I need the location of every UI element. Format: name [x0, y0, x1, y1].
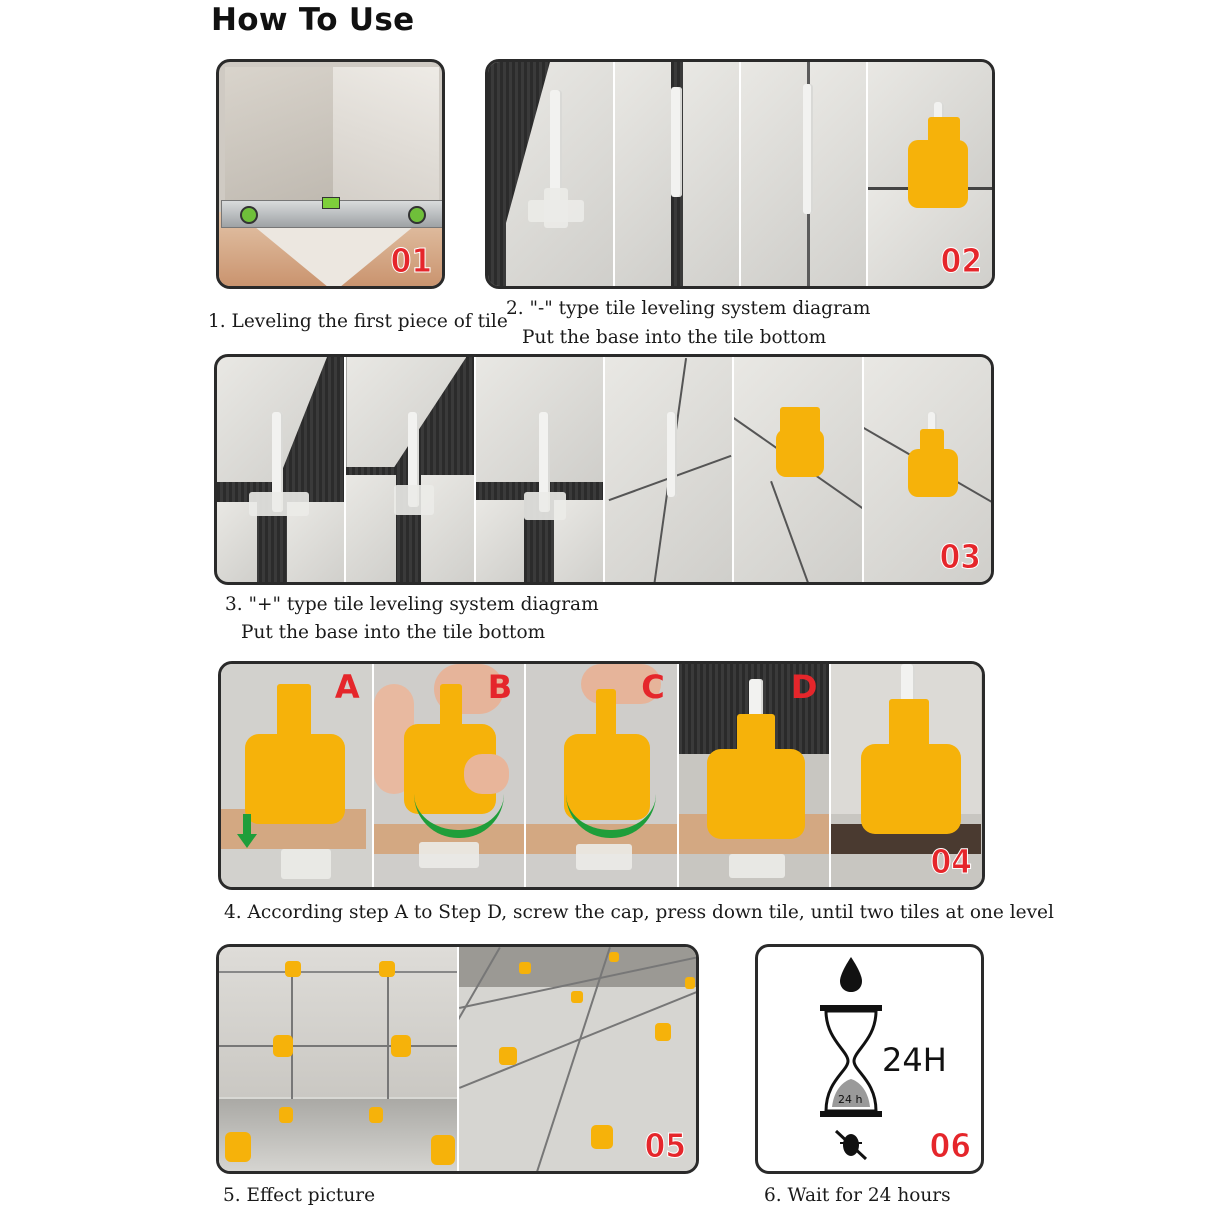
water-drop-icon [840, 957, 862, 992]
step6-caption: 6. Wait for 24 hours [764, 1185, 951, 1206]
level-bubble-icon [240, 206, 258, 224]
step3-caption-line1: 3. "+" type tile leveling system diagram [225, 594, 599, 615]
step-badge: 04 [930, 842, 972, 881]
no-insect-icon [836, 1131, 866, 1159]
step4-panel-result [831, 664, 982, 887]
step2-caption-line2: Put the base into the tile bottom [522, 327, 827, 348]
step-badge: 01 [390, 241, 432, 280]
hours-label: 24H [882, 1041, 947, 1079]
spirit-level [221, 200, 445, 228]
step-letter-a: A [334, 668, 360, 706]
page-title: How To Use [211, 2, 415, 38]
step3-panel [346, 357, 475, 582]
step2-image [485, 59, 995, 289]
step4-image [218, 661, 985, 890]
level-bubble-icon [322, 197, 340, 209]
level-bubble-icon [408, 206, 426, 224]
step3-panel [864, 357, 991, 582]
step5-image [216, 944, 699, 1174]
step4-panel-b [374, 664, 527, 887]
step5-panel-top-view [219, 947, 459, 1171]
step5-panel-angle-view [459, 947, 697, 1171]
step4-panel-c [526, 664, 679, 887]
step2-panel [741, 62, 868, 286]
step-badge: 06 [929, 1126, 971, 1165]
step-badge: 02 [940, 241, 982, 280]
step3-panel [217, 357, 346, 582]
step3-image [214, 354, 994, 585]
step1-caption: 1. Leveling the first piece of tile [208, 311, 508, 332]
step2-caption-line1: 2. "-" type tile leveling system diagram [506, 298, 871, 319]
step3-caption-line2: Put the base into the tile bottom [241, 622, 546, 643]
step-letter-b: B [487, 668, 513, 706]
step4-caption: 4. According step A to Step D, screw the cap, press down tile, until two tiles at one level [224, 902, 1054, 923]
step-letter-d: D [790, 668, 818, 706]
arrow-down-icon [243, 814, 251, 836]
step2-panel [488, 62, 615, 286]
step3-panel [476, 357, 605, 582]
step6-image [755, 944, 984, 1174]
step4-panel-d [679, 664, 832, 887]
step5-caption: 5. Effect picture [223, 1185, 376, 1206]
hourglass-label: 24 h [838, 1093, 863, 1106]
step2-panel [615, 62, 742, 286]
step2-panel [868, 62, 993, 286]
step-letter-c: C [641, 668, 665, 706]
arrow-down-icon [237, 834, 257, 848]
step-badge: 05 [644, 1126, 686, 1165]
step4-panel-a [221, 664, 374, 887]
step1-image [216, 59, 445, 289]
step3-panel [605, 357, 734, 582]
step3-panel [734, 357, 863, 582]
step-badge: 03 [939, 537, 981, 576]
